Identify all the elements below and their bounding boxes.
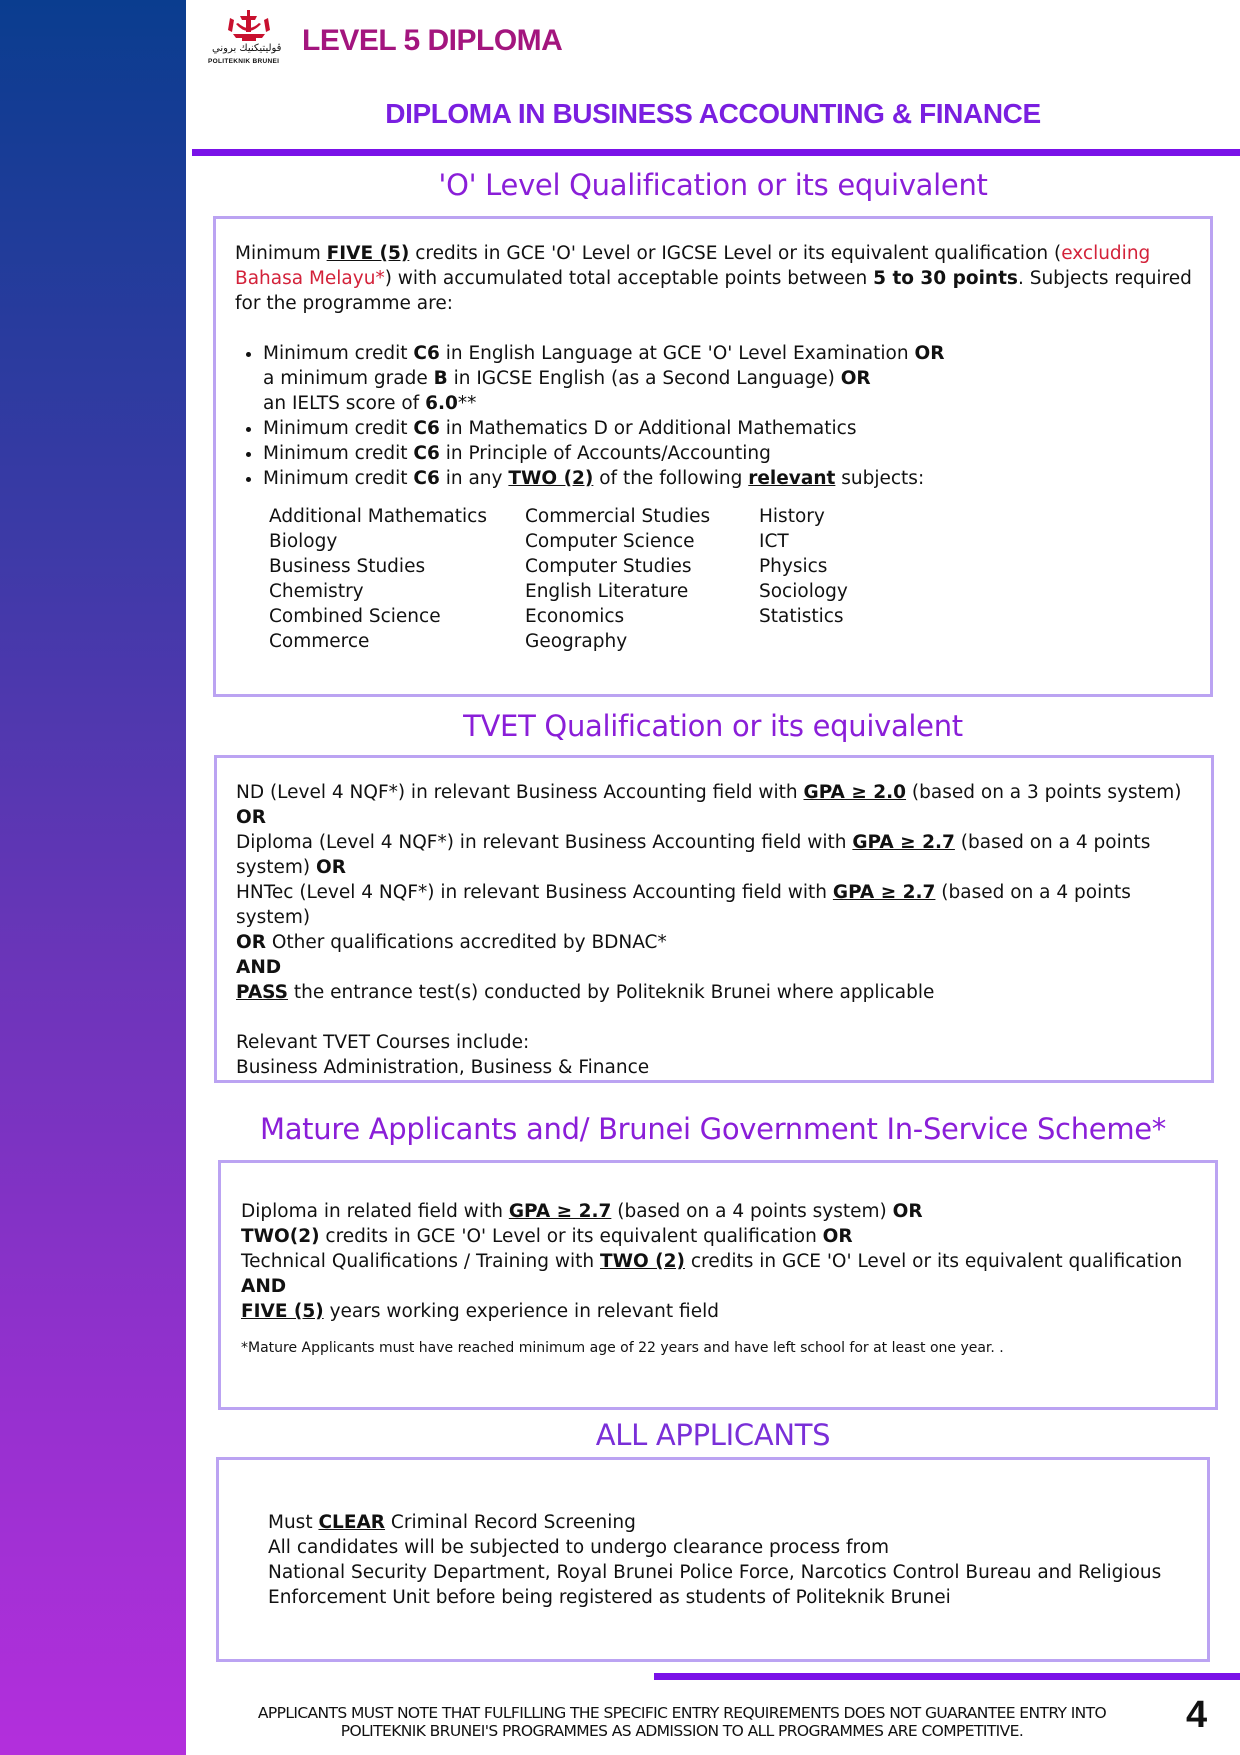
section-title-all-applicants: ALL APPLICANTS — [595, 1418, 831, 1452]
clearance-line-3: Enforcement Unit before being registered as students of Politeknik Brunei — [268, 1587, 951, 1608]
tvet-pass-line: PASS the entrance test(s) conducted by Politeknik Brunei where applicable — [236, 982, 935, 1003]
tvet-hntec-line: HNTec (Level 4 NQF*) in relevant Business Accounting field with GPA ≥ 2.7 (based on a 4 points system) — [236, 882, 1131, 928]
subject-item: History — [759, 506, 825, 527]
clearance-line-1: All candidates will be subjected to undergo clearance process from — [268, 1537, 890, 1558]
subject-item: Commercial Studies — [525, 506, 711, 527]
crest-icon — [206, 10, 292, 44]
subject-item: Computer Science — [525, 531, 695, 552]
mature-and: AND — [241, 1276, 287, 1297]
subject-item: Chemistry — [269, 581, 364, 602]
mature-diploma-line: Diploma in related field with GPA ≥ 2.7 (based on a 4 points system) OR — [241, 1201, 923, 1222]
decorative-sidebar — [0, 0, 186, 1755]
mature-requirements-box — [218, 1160, 1218, 1410]
politeknik-brunei-logo — [206, 10, 292, 68]
subject-item: Physics — [759, 556, 828, 577]
subject-item: Commerce — [269, 631, 370, 652]
subject-item: Combined Science — [269, 606, 441, 627]
footer-divider — [654, 1673, 1240, 1680]
requirements-list — [235, 341, 1192, 491]
mature-credits-line: TWO(2) credits in GCE 'O' Level or its equivalent qualification OR — [241, 1226, 853, 1247]
header-divider — [192, 149, 1240, 156]
subject-column-2 — [525, 504, 759, 654]
requirement-relevant-subjects: • Minimum credit C6 in any TWO (2) of the following relevant subjects: — [263, 466, 1192, 491]
subject-item: Statistics — [759, 606, 844, 627]
requirement-accounts: • Minimum credit C6 in Principle of Accounts/Accounting — [263, 441, 1192, 466]
tvet-courses-label: Relevant TVET Courses include: — [236, 1032, 530, 1053]
subject-item: Biology — [269, 531, 338, 552]
tvet-nd-line: ND (Level 4 NQF*) in relevant Business Accounting field with GPA ≥ 2.0 (based on a 3 points system) — [236, 782, 1182, 803]
logo-arabic-text: ڤوليتيكنيك بروني — [212, 43, 282, 54]
o-level-requirements-box — [213, 216, 1213, 697]
section-title-tvet: TVET Qualification or its equivalent — [463, 709, 963, 743]
subject-item: Sociology — [759, 581, 848, 602]
points-range: 5 to 30 points — [873, 268, 1018, 289]
tvet-courses: Business Administration, Business & Finance — [236, 1057, 650, 1078]
five-credits-emphasis: FIVE (5) — [326, 243, 410, 264]
clearance-line-2: National Security Department, Royal Brunei Police Force, Narcotics Control Bureau and Religious — [268, 1562, 1162, 1583]
tvet-diploma-line: Diploma (Level 4 NQF*) in relevant Business Accounting field with GPA ≥ 2.7 (based on a 4 points system) OR — [236, 832, 1151, 878]
level-title: LEVEL 5 DIPLOMA — [302, 24, 563, 57]
subject-item: ICT — [759, 531, 789, 552]
subject-item: English Literature — [525, 581, 689, 602]
tvet-requirements-box — [214, 755, 1214, 1083]
section-title-mature: Mature Applicants and/ Brunei Government In-Service Scheme* — [259, 1112, 1167, 1146]
subject-item: Additional Mathematics — [269, 506, 487, 527]
mature-experience-line: FIVE (5) years working experience in relevant field — [241, 1301, 719, 1322]
requirement-mathematics: • Minimum credit C6 in Mathematics D or Additional Mathematics — [263, 416, 1192, 441]
mature-technical-line: Technical Qualifications / Training with TWO (2) credits in GCE 'O' Level or its equivalent qualification — [241, 1251, 1183, 1272]
criminal-record-line: Must CLEAR Criminal Record Screening — [268, 1512, 636, 1533]
tvet-other-line: OR Other qualifications accredited by BDNAC* — [236, 932, 667, 953]
excluding-note: excluding Bahasa Melayu* — [235, 243, 1151, 289]
subject-item: Computer Studies — [525, 556, 692, 577]
program-title: DIPLOMA IN BUSINESS ACCOUNTING & FINANCE — [385, 98, 1041, 129]
admission-disclaimer: APPLICANTS MUST NOTE THAT FULFILLING THE SPECIFIC ENTRY REQUIREMENTS DOES NOT GUARANTEE ENTRY INTO POLITEKNIK BRUNEI'S PROGRAMMES AS ADMISSION TO ALL PROGRAMMES ARE COMPETITIVE. — [257, 1704, 1107, 1740]
all-applicants-box — [216, 1457, 1210, 1662]
subject-item: Geography — [525, 631, 628, 652]
subject-item: Economics — [525, 606, 625, 627]
tvet-and: AND — [236, 957, 282, 978]
requirement-english: • Minimum credit C6 in English Language at GCE 'O' Level Examination OR a minimum grade B in IGCSE English (as a Second Language) OR an IELTS score of 6.0** — [263, 341, 1192, 416]
subject-column-1 — [269, 504, 525, 654]
tvet-or: OR — [236, 807, 266, 828]
page-number: 4 — [1186, 1694, 1208, 1736]
section-title-o-level: 'O' Level Qualification or its equivalent — [438, 168, 988, 202]
relevant-subjects-table — [269, 504, 1192, 654]
mature-footnote: *Mature Applicants must have reached minimum age of 22 years and have left school for at least one year. . — [241, 1340, 1004, 1356]
subject-column-3 — [759, 504, 959, 654]
o-level-intro: Minimum FIVE (5) credits in GCE 'O' Level or IGCSE Level or its equivalent qualification (excluding Bahasa Melayu*) with accumulated total acceptable points between 5 to 30 points. Subjects required for the programme are: — [235, 243, 1192, 314]
logo-text: POLITEKNIK BRUNEI — [208, 58, 280, 65]
subject-item: Business Studies — [269, 556, 426, 577]
